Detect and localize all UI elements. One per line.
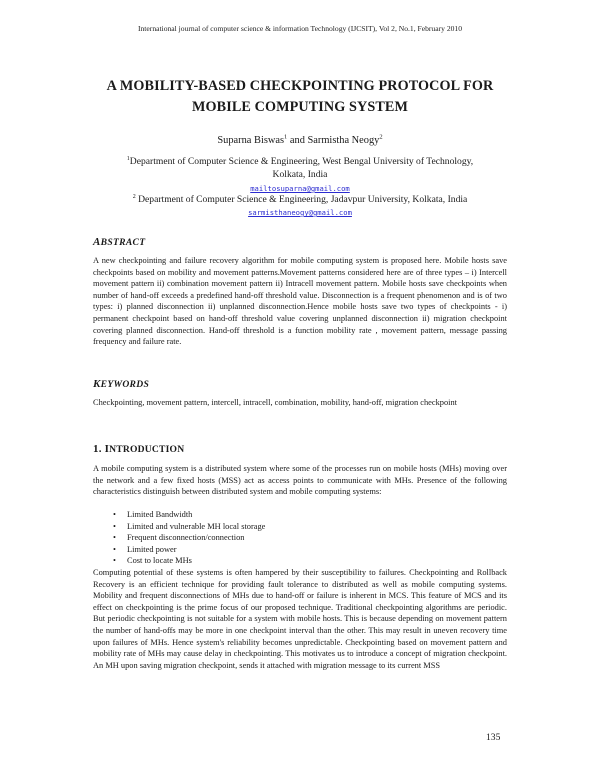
author-line (0, 135, 600, 146)
title-line-2: MOBILE COMPUTING SYSTEM (192, 99, 408, 115)
affiliation-1-line-2: Kolkata, India (272, 168, 328, 180)
abstract-heading: ABSTRACT (93, 236, 146, 248)
author-connector: and (287, 135, 308, 146)
running-head: International journal of computer science & information Technology (IJCSIT), Vol 2, No.1, February 2010 (137, 24, 463, 33)
affiliation-2 (90, 194, 510, 207)
author-2: Sarmistha Neogy (307, 135, 380, 146)
paper-title (60, 76, 540, 118)
introduction-heading: 1. INTRODUCTION (93, 443, 185, 455)
list-item: • Cost to locate MHs (93, 555, 493, 567)
email-link-2[interactable]: sarmisthaneogy@gmail.com (248, 208, 352, 217)
author-1-mark: 1 (284, 133, 288, 141)
introduction-paragraph-2: Computing potential of these systems is often hampered by their susceptibility to failures. Checkpointing and Rollback Recovery is an efficient technique for providing fault tolerance to distributed as well as mobile computing systems. Mobility and frequent disconnections of MHs due to hand-off or failure is inherent in MCS. This feature of MCS and its effect on checkpointing is the prime focus of our proposed technique. Traditional checkpointing algorithms are periodic. But periodic checkpointing is not suitable for a system with mobile hosts. This is because depending on movement pattern the number of hand-offs may be more in one checkpoint interval than the other. This may result in uneven recovery time upon failures of MHs. Hence system's reliability becomes unpredictable. Checkpointing based on movement pattern and mobility rate of MHs may cause delay in checkpointing. This motivates us to introduce a concept of migration checkpoint. An MH upon saving migration checkpoint, sends it attached with migration message to its current MSS (93, 568, 507, 670)
introduction-paragraph-1: A mobile computing system is a distributed system where some of the processes run on mobile hosts (MHs) moving over the network and a few fixed hosts (MSS) act as access points to communicate with MHs. Presence of the following characteristics distinguish between distributed system and mobile computing systems: (93, 464, 507, 497)
affiliation-2-mark: 2 (132, 193, 136, 200)
keywords-body: Checkpointing, movement pattern, intercell, intracell, combination, mobility, hand-off, migration checkpoint (93, 398, 457, 407)
page-number: 135 (486, 732, 501, 743)
list-item: • Limited power (93, 544, 493, 556)
affiliation-1-mark: 1 (126, 155, 130, 162)
abstract-body: A new checkpointing and failure recovery algorithm for mobile computing system is proposed here. Mobile hosts save checkpoints based on mobility and movement patterns.Movement patterns considered here are of three types – i) Intercell movement pattern ii) combination movement pattern ii) Intracell movement pattern. Mobile hosts save checkpoints when number of hand-off exceeds a predefined hand-off threshold value. Disconnection is a frequent phenomenon and is of two types: i) planned disconnection ii) unplanned disconnection.Hence mobile hosts save two types of checkpoints - i) permanent checkpoint based on hand-off threshold value covering unplanned disconnection ii) migration checkpoint covering planned disconnection. Hand-off threshold is a function mobility rate , movement pattern, message passing frequency and failure rate. (93, 256, 507, 347)
list-item: • Limited Bandwidth (93, 509, 493, 521)
list-item: • Limited and vulnerable MH local storage (93, 521, 493, 533)
title-line-1: A MOBILITY-BASED CHECKPOINTING PROTOCOL FOR (106, 78, 494, 94)
list-item: • Frequent disconnection/connection (93, 532, 493, 544)
keywords-heading: KEYWORDS (93, 378, 150, 390)
author-1: Suparna Biswas (217, 135, 285, 146)
affiliation-2-line-1: $^2$ Department of Computer Science & Engineering, Jadavpur University, Kolkata, India (132, 193, 468, 205)
author-2-mark: 2 (379, 133, 383, 141)
affiliation-1-line-1: $^1$Department of Computer Science & Engineering, West Bengal University of Technology, (126, 155, 474, 167)
affiliation-1 (90, 156, 510, 181)
characteristics-list (93, 509, 493, 567)
email-link-1[interactable]: mailtosuparna@gmail.com (250, 184, 350, 193)
